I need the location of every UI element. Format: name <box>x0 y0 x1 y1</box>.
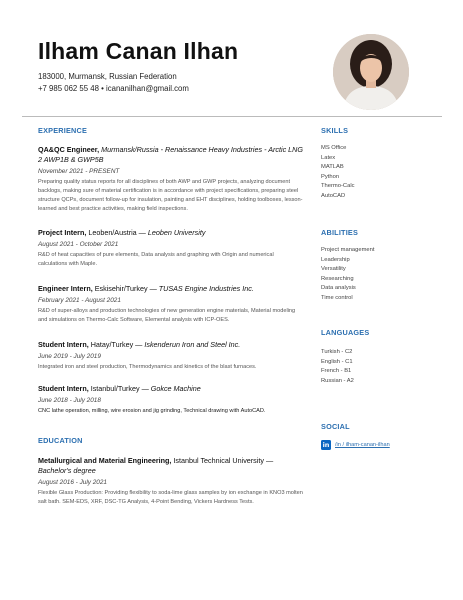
language-item: Turkish - C2 <box>321 349 353 355</box>
entry-description: Flexible Glass Production: Providing flexibility to soda-lime glass samples by ion exchange in KNO3 molten salt bath. SEM-EDS, XRF, DSC-TG Analysis, 4-Point Bending, Vickers Hardness Tests. <box>38 490 303 505</box>
entry-title <box>38 284 303 294</box>
entry-description: Preparing quality status reports for all disciplines of both AWP and GWP projects, analyzing document backlogs, making sure of material certification is in accordance with project specifications, preparing steel structure QCPs, document follow-up for insulation, painting and EHT disciplines, holding toolboxes, lesson-learned and best practice activities, making field inspections. <box>38 179 303 212</box>
education-entry <box>38 456 303 507</box>
experience-entry <box>38 145 303 214</box>
skill-item: Python <box>321 173 340 180</box>
resume-name: Ilham Canan Ilhan <box>38 38 239 64</box>
entry-company: Iskenderun Iron and Steel Inc. <box>144 340 241 349</box>
entry-role: Student Intern, <box>38 340 89 349</box>
entry-description: R&D of heat capacities of pure elements, Data analysis and graphing with Origin and numerical calculations with Maple. <box>38 252 274 267</box>
experience-entry <box>38 340 303 372</box>
education-heading: EDUCATION <box>38 436 83 445</box>
ability-item: Data analysis <box>321 285 356 291</box>
entry-date: June 2018 - July 2018 <box>38 397 101 404</box>
entry-date: August 2021 - October 2021 <box>38 241 119 248</box>
language-item: English - C1 <box>321 358 353 365</box>
skill-item: Thermo-Calc <box>321 183 355 189</box>
entry-location: Istanbul/Turkey — <box>90 384 149 393</box>
linkedin-icon[interactable]: in <box>322 441 330 449</box>
entry-company: Murmansk/Russia - Renaissance Heavy Industries - Arctic LNG 2 AWP1B & GWP5B <box>38 145 303 164</box>
entry-role: Project Intern, <box>38 228 87 237</box>
entry-description: R&D of super-alloys and production technologies of new generation engine materials, Material modeling and simulations on Thermo-Calc Software, Elemental analysis with ICP-OES. <box>38 308 296 323</box>
education-school: Istanbul Technical University — <box>173 456 274 465</box>
languages-list <box>321 348 354 386</box>
entry-date: February 2021 - August 2021 <box>38 297 121 304</box>
entry-description: CNC lathe operation, milling, wire erosion and jig grinding, Technical drawing with AutoCAD. <box>38 408 266 414</box>
ability-item: Project management <box>321 247 375 253</box>
entry-location: Hatay/Turkey — <box>90 340 143 349</box>
experience-entry <box>38 228 303 269</box>
entry-role: Student Intern, <box>38 384 89 393</box>
abilities-heading: ABILITIES <box>321 228 359 237</box>
linkedin-link[interactable]: /in / ilham-canan-ilhan <box>335 442 390 448</box>
contact-phone-email: +7 985 062 55 48 • icananilhan@gmail.com <box>38 84 189 93</box>
experience-entry <box>38 384 303 416</box>
entry-date: August 2016 - July 2021 <box>38 479 107 486</box>
entry-title <box>38 384 303 394</box>
ability-item: Researching <box>321 275 354 282</box>
skills-heading: SKILLS <box>321 126 349 135</box>
ability-item: Time control <box>321 294 353 301</box>
education-degree: Metallurgical and Material Engineering, <box>38 456 172 465</box>
ability-item: Leadership <box>321 256 350 263</box>
entry-title <box>38 228 303 238</box>
entry-date: June 2019 - July 2019 <box>38 353 101 360</box>
entry-location: Eskisehir/Turkey — <box>94 284 157 293</box>
skill-item: MATLAB <box>321 164 344 170</box>
skill-item: MS Office <box>321 145 347 151</box>
entry-role: Engineer Intern, <box>38 284 93 293</box>
education-level: Bachelor's degree <box>38 466 96 475</box>
profile-photo <box>333 34 409 110</box>
entry-date: November 2021 - PRESENT <box>38 168 120 175</box>
experience-heading: EXPERIENCE <box>38 126 88 135</box>
experience-entry <box>38 284 303 325</box>
entry-title <box>38 456 303 476</box>
ability-item: Versatility <box>321 266 346 272</box>
languages-heading: LANGUAGES <box>321 328 370 337</box>
entry-company: Gokce Machine <box>150 384 201 393</box>
entry-role: QA&QC Engineer, <box>38 145 100 154</box>
contact-address: 183000, Murmansk, Russian Federation <box>38 72 177 81</box>
abilities-list <box>321 246 375 303</box>
social-heading: SOCIAL <box>321 422 350 431</box>
header-divider <box>22 116 442 117</box>
entry-company: Leoben University <box>147 228 206 237</box>
skills-list <box>321 144 355 201</box>
entry-location: Leoben/Austria — <box>88 228 146 237</box>
language-item: French - B1 <box>321 368 352 374</box>
language-item: Russian - A2 <box>321 377 354 384</box>
entry-title <box>38 340 303 350</box>
skill-item: Latex <box>321 154 336 161</box>
entry-description: Integrated iron and steel production, Thermodynamics and kinetics of the blast furnaces. <box>38 364 257 370</box>
entry-title <box>38 145 303 165</box>
skill-item: AutoCAD <box>321 192 346 199</box>
entry-company: TUSAS Engine Industries Inc. <box>158 284 254 293</box>
